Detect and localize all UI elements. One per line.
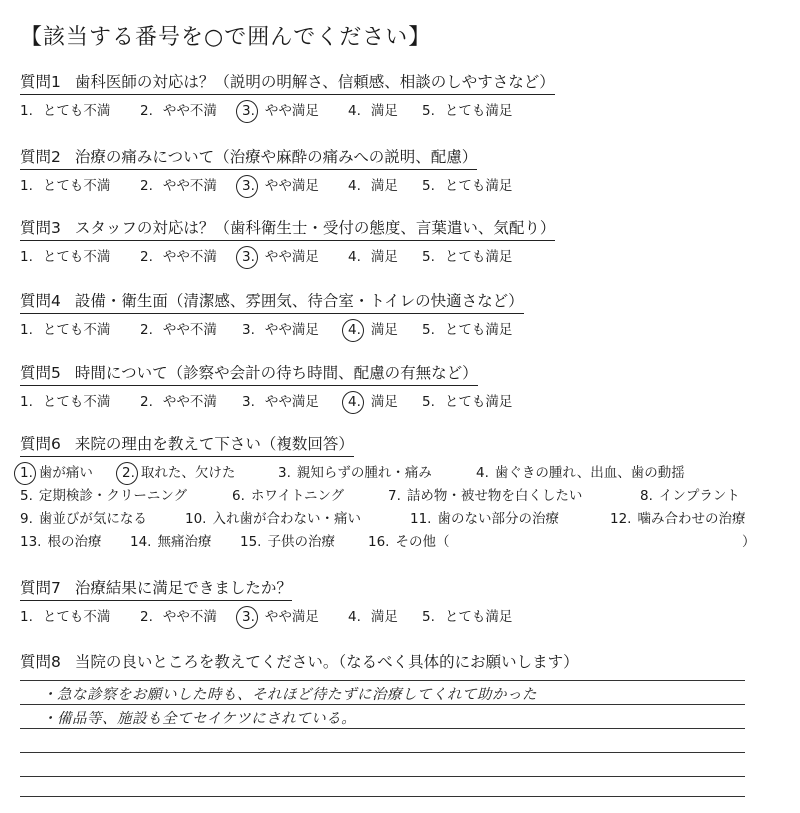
option-label: 満足 — [370, 394, 398, 410]
option-number: 10. — [185, 511, 207, 527]
option-3 — [242, 390, 319, 410]
question-2-options — [20, 174, 780, 196]
option-number: 1. — [20, 394, 33, 410]
option-label: やや不満 — [162, 394, 217, 410]
option-label: とても満足 — [444, 609, 513, 625]
question-8-title — [20, 650, 579, 674]
question-5-text: 時間について（診察や会計の待ち時間、配慮の有無など） — [74, 364, 478, 382]
option-number: 7. — [388, 488, 401, 504]
question-3 — [20, 216, 780, 267]
option-label: とても不満 — [42, 609, 111, 625]
question-7-title — [20, 576, 292, 601]
option-number: 3. — [242, 178, 255, 194]
question-6-text: 来院の理由を教えて下さい（複数回答） — [74, 435, 354, 453]
option-2 — [140, 390, 217, 410]
option-number: 4. — [348, 249, 361, 265]
question-2-number: 質問2 — [20, 148, 61, 166]
reason-option-2 — [122, 461, 235, 481]
question-7 — [20, 576, 780, 627]
option-label: とても満足 — [444, 178, 513, 194]
question-1-title — [20, 70, 555, 95]
option-4 — [348, 99, 398, 119]
option-number: 4. — [348, 178, 361, 194]
option-3 — [242, 245, 319, 265]
option-label: とても不満 — [42, 178, 111, 194]
option-number: 2. — [140, 394, 153, 410]
option-label: 満足 — [370, 178, 398, 194]
option-label: 入れ歯が合わない・痛い — [212, 511, 361, 527]
question-3-text: スタッフの対応は？（歯科衛生士・受付の態度、言葉遣い、気配り） — [74, 219, 556, 237]
option-label: やや満足 — [264, 394, 319, 410]
option-number: 2. — [140, 609, 153, 625]
option-number: 5. — [422, 249, 435, 265]
option-number: 4. — [348, 609, 361, 625]
reason-option-12 — [610, 507, 745, 527]
option-3 — [242, 99, 319, 119]
option-label: やや不満 — [162, 103, 217, 119]
option-3 — [242, 174, 319, 194]
option-number: 2. — [122, 465, 135, 481]
option-label: やや不満 — [162, 178, 217, 194]
option-label: やや不満 — [162, 322, 217, 338]
option-number: 4. — [348, 322, 361, 338]
option-1 — [20, 605, 110, 625]
option-number: 5. — [422, 394, 435, 410]
option-number: 4. — [348, 394, 361, 410]
option-1 — [20, 99, 110, 119]
option-number: 4. — [348, 103, 361, 119]
option-label: やや満足 — [264, 178, 319, 194]
question-5-options — [20, 390, 780, 412]
option-number: 8. — [640, 488, 653, 504]
answer-line — [20, 776, 745, 777]
option-2 — [140, 605, 217, 625]
option-number: 13. — [20, 534, 42, 550]
question-5-number: 質問5 — [20, 364, 61, 382]
handwritten-answer-1: ・急な診察をお願いした時も、それほど待たずに治療してくれて助かった — [42, 687, 537, 703]
option-label: ホワイトニング — [250, 488, 345, 504]
option-number: 6. — [232, 488, 245, 504]
option-label: 満足 — [370, 249, 398, 265]
option-number: 5. — [422, 609, 435, 625]
option-4 — [348, 174, 398, 194]
question-7-options — [20, 605, 780, 627]
other-paren-close: ） — [742, 534, 756, 550]
option-4 — [348, 605, 398, 625]
reason-option-6 — [232, 484, 344, 504]
option-number: 2. — [140, 103, 153, 119]
option-4 — [348, 245, 398, 265]
answer-line — [20, 704, 745, 705]
option-number: 3. — [242, 609, 255, 625]
reason-option-4 — [476, 461, 685, 481]
option-number: 5. — [422, 178, 435, 194]
option-number: 11. — [410, 511, 432, 527]
option-2 — [140, 99, 217, 119]
option-label: 満足 — [370, 103, 398, 119]
option-number: 3. — [242, 394, 255, 410]
option-label: とても不満 — [42, 322, 111, 338]
option-label: やや満足 — [264, 103, 319, 119]
option-number: 1. — [20, 322, 33, 338]
answer-line — [20, 728, 745, 729]
option-label: やや不満 — [162, 609, 217, 625]
question-4-options — [20, 318, 780, 340]
instruction-header: 【該当する番号を○で囲んでください】 — [20, 25, 432, 50]
option-number: 5. — [422, 103, 435, 119]
option-label: 歯が痛い — [38, 465, 93, 481]
option-number: 2. — [140, 249, 153, 265]
reason-option-15 — [240, 530, 335, 550]
reason-option-13 — [20, 530, 101, 550]
reason-option-10 — [185, 507, 361, 527]
option-label: やや不満 — [162, 249, 217, 265]
question-2-text: 治療の痛みについて（治療や麻酔の痛みへの説明、配慮） — [74, 148, 478, 166]
reason-option-14 — [130, 530, 211, 550]
option-5 — [422, 605, 512, 625]
option-number: 16. — [368, 534, 390, 550]
reason-option-11 — [410, 507, 559, 527]
option-label: やや満足 — [264, 609, 319, 625]
question-6-number: 質問6 — [20, 435, 61, 453]
question-8-text: 当院の良いところを教えてください。（なるべく具体的にお願いします） — [74, 653, 579, 671]
reason-option-8 — [640, 484, 740, 504]
question-1-number: 質問1 — [20, 73, 61, 91]
question-4-title — [20, 289, 524, 314]
option-2 — [140, 245, 217, 265]
option-number: 1. — [20, 249, 33, 265]
option-2 — [140, 174, 217, 194]
reason-option-16 — [368, 530, 449, 550]
question-1 — [20, 70, 780, 121]
question-4 — [20, 289, 780, 340]
option-label: 歯ぐきの腫れ、出血、歯の動揺 — [494, 465, 685, 481]
option-label: その他（ — [395, 534, 450, 550]
option-number: 12. — [610, 511, 632, 527]
option-1 — [20, 390, 110, 410]
option-label: 無痛治療 — [157, 534, 212, 550]
option-label: 満足 — [370, 609, 398, 625]
option-number: 14. — [130, 534, 152, 550]
option-4 — [348, 318, 398, 338]
option-label: インプラント — [658, 488, 740, 504]
question-2-title — [20, 145, 477, 170]
answer-line — [20, 752, 745, 753]
answer-line — [20, 796, 745, 797]
option-3 — [242, 605, 319, 625]
option-label: とても満足 — [444, 322, 513, 338]
question-4-text: 設備・衛生面（清潔感、雰囲気、待合室・トイレの快適さなど） — [74, 292, 524, 310]
option-number: 4. — [476, 465, 489, 481]
option-label: 噛み合わせの治療 — [637, 511, 746, 527]
option-label: 満足 — [370, 322, 398, 338]
option-number: 2. — [140, 322, 153, 338]
option-label: 詰め物・被せ物を白くしたい — [406, 488, 583, 504]
reason-option-1 — [20, 461, 93, 481]
option-3 — [242, 318, 319, 338]
option-1 — [20, 245, 110, 265]
option-label: とても不満 — [42, 394, 111, 410]
question-6 — [20, 432, 780, 553]
option-label: とても不満 — [42, 249, 111, 265]
option-5 — [422, 245, 512, 265]
question-3-title — [20, 216, 555, 241]
reason-option-5 — [20, 484, 187, 504]
option-4 — [348, 390, 398, 410]
question-3-options — [20, 245, 780, 267]
question-1-options — [20, 99, 780, 121]
option-1 — [20, 174, 110, 194]
option-number: 1. — [20, 465, 33, 481]
reason-option-7 — [388, 484, 582, 504]
question-7-text: 治療結果に満足できましたか？ — [74, 579, 292, 597]
question-3-number: 質問3 — [20, 219, 61, 237]
option-label: 取れた、欠けた — [140, 465, 236, 481]
option-number: 3. — [242, 249, 255, 265]
option-label: とても満足 — [444, 249, 513, 265]
handwritten-answer-2: ・備品等、施設も全てセイケツにされている。 — [42, 711, 357, 727]
option-number: 3. — [242, 103, 255, 119]
question-8-number: 質問8 — [20, 653, 61, 671]
option-number: 1. — [20, 178, 33, 194]
question-7-number: 質問7 — [20, 579, 61, 597]
question-5-title — [20, 361, 478, 386]
option-label: 根の治療 — [47, 534, 102, 550]
answer-line — [20, 680, 745, 681]
option-5 — [422, 390, 512, 410]
reason-option-3 — [278, 461, 432, 481]
option-number: 2. — [140, 178, 153, 194]
option-label: やや満足 — [264, 322, 319, 338]
question-5 — [20, 361, 780, 412]
question-6-title — [20, 432, 354, 457]
option-number: 3. — [278, 465, 291, 481]
question-6-options — [20, 461, 780, 553]
reason-option-9 — [20, 507, 147, 527]
option-label: 子供の治療 — [267, 534, 335, 550]
option-number: 1. — [20, 609, 33, 625]
option-2 — [140, 318, 217, 338]
option-label: とても満足 — [444, 103, 513, 119]
option-number: 5. — [20, 488, 33, 504]
option-number: 1. — [20, 103, 33, 119]
option-5 — [422, 174, 512, 194]
option-number: 15. — [240, 534, 262, 550]
question-4-number: 質問4 — [20, 292, 61, 310]
option-label: とても満足 — [444, 394, 513, 410]
option-label: やや満足 — [264, 249, 319, 265]
option-number: 9. — [20, 511, 33, 527]
option-label: 歯のない部分の治療 — [437, 511, 559, 527]
question-1-text: 歯科医師の対応は？（説明の明解さ、信頼感、相談のしやすさなど） — [74, 73, 555, 91]
option-label: とても不満 — [42, 103, 111, 119]
option-label: 歯並びが気になる — [38, 511, 147, 527]
option-label: 定期検診・クリーニング — [38, 488, 188, 504]
option-5 — [422, 318, 512, 338]
option-label: 親知らずの腫れ・痛み — [296, 465, 432, 481]
option-1 — [20, 318, 110, 338]
question-2 — [20, 145, 780, 196]
option-5 — [422, 99, 512, 119]
option-number: 5. — [422, 322, 435, 338]
question-8 — [20, 650, 780, 674]
option-number: 3. — [242, 322, 255, 338]
